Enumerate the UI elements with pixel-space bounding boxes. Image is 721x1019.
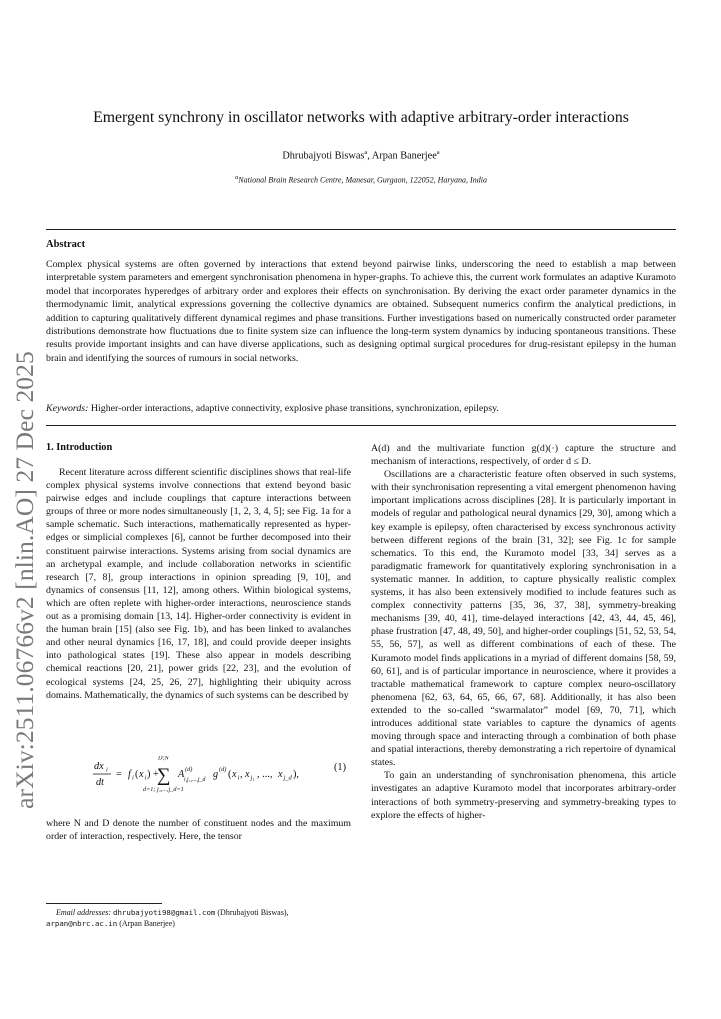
author-name: Arpan Banerjee (371, 150, 437, 162)
affiliation-mark: a (436, 149, 440, 156)
svg-text:i,j₁,...,j_d: i,j₁,...,j_d (184, 777, 206, 783)
author-separator: , (367, 150, 372, 162)
email-link[interactable]: arpan@nbrc.ac.in (46, 918, 118, 928)
affiliation (46, 174, 676, 185)
footnote-name: (Dhrubajyoti Biswas), (217, 908, 289, 917)
svg-text:dx: dx (94, 761, 104, 772)
section-heading: 1. Introduction (46, 442, 113, 453)
bottom-rule (46, 425, 676, 426)
objective-paragraph: To gain an understanding of synchronisation phenomena, this article investigates an adaptive Kuramoto model that incorporates arbitrary-order interactions of both symmetry-preserving and symmetry-breaking types to explore the effects of higher- (371, 770, 676, 821)
arxiv-stamp: arXiv:2511.06766v2 [nlin.AO] 27 Dec 2025 (10, 351, 39, 809)
abstract-text: Complex physical systems are often governed by interactions that extend beyond pairwise links, underscoring the need to establish a map between interpretable system parameters and emergent synchronisation phenomena in hyper-graphs. To achieve this, the current work formulates an adaptive Kuramoto model that incorporates hyperedges of arbitrary order and explores their effects on synchronisation. By deriving the exact order parameter dynamics in the thermodynamic limit, analytical expressions governing the collective dynamics are obtained. Subsequent numerics confirm the analytical predictions, in addition to capturing qualitatively different dynamical regimes and phase transitions. Further investigations based on numerically constructed order parameter distributions demonstrate how fluctuations due to finite system size can influence the long-term system dynamics by inducing spontaneous transitions. These results provide important insights and can have diverse applications, such as designing optimal surgical procedures for drug-resistant epilepsy in the human brain and identifying the sources of rumours in social networks. (46, 259, 676, 364)
svg-text:i: i (144, 774, 147, 782)
svg-text:(: ( (228, 769, 232, 780)
svg-text:i: i (106, 766, 108, 774)
keywords-label: Keywords: (46, 403, 89, 414)
svg-text:x: x (139, 769, 144, 780)
svg-text:(d): (d) (219, 766, 227, 773)
svg-text:f: f (128, 769, 131, 780)
svg-text:, ...,: , ..., (257, 769, 273, 780)
oscillations-paragraph: Oscillations are a characteristic feature often observed in such systems, with their synchronisation representing a vital emergent phenomenon having important implications across disciplines [28]. It is particularly important in models of regular and pathological neural dynamics [29, 30], among which a key example is epilepsy, often characterised by excess synchronous activity between different regions of the brain [31, 32]; see Fig. 1c for sample schematics. To this end, the Kuramoto model [33, 34] serves as a paradigmatic framework for quantitatively exploring synchronisation in a systematic manner. In addition, to capture physically realistic complex systems, it has also been extensively modified to include features such as complex connectivity patterns [35, 36, 37, 38], symmetry-breaking mechanisms [39, 40, 41], time-delayed interactions [42, 43, 44, 45, 46], phase frustration [47, 48, 49, 50], and higher-order couplings [51, 52, 53, 54, 55, 56, 57], as well as different combinations of each of these. The Kuramoto model finds applications in a myriad of different domains [58, 59, 60, 61], and is of particular importance in neuroscience, where it provides a tractable mathematical framework to capture complex neuro-oscillatory phenomena [62, 63, 64, 65, 66, 67, 68]. Additionally, it has also been extended to the so-called “swarmalator” model [69, 70, 71], which introduces additional state variables to capture the dynamics of agents moving through space and interacting through a combination of both phase and spatial interactions, thereby demonstrating a rich repertoire of dynamical states. (371, 469, 676, 769)
keywords-text: Higher-order interactions, adaptive connectivity, explosive phase transitions, synchronization, epilepsy. (90, 403, 499, 414)
svg-text:i: i (237, 774, 240, 782)
top-rule (46, 229, 676, 230)
abstract-heading: Abstract (46, 239, 86, 250)
paper-title: Emergent synchrony in oscillator networks with adaptive arbitrary-order interactions (93, 109, 629, 126)
svg-text:),: ), (293, 769, 300, 780)
author-name: Dhrubajyoti Biswas (282, 150, 365, 162)
svg-text:d=1; j₁,...,j_d=1: d=1; j₁,...,j_d=1 (143, 786, 184, 793)
affiliation-mark: a (235, 174, 239, 181)
intro-paragraph: Recent literature across different scientific disciplines shows that real-life complex physical systems involve connections that extend beyond basic pairwise edges and include couplings that capture interactions between groups of three or more nodes simultaneously [1, 2, 3, 4, 5]; see Fig. 1a for a sample schematic. Such interactions, mathematically represented as hyper-edges or simplicial complexes [6], cannot be further decomposed into their constituent pairwise interactions. Systems arising from social dynamics are an archetypal example, and include collaboration networks in scientific research [7, 8], group interactions in opinion spreading [9, 10], and dynamics of consensus [11, 12], among others. Within biological systems, which are often replete with higher-order interactions, neuroscience stands out as a promising domain [13, 14]. Higher-order connectivity is evident in the human brain [15] (also see Fig. 1b), and has been linked to avalanches and other neural dynamics [16, 17, 18], and could provide deeper insights into pathological states [19]. These also appear in models describing chemical reactions [20, 21], power grids [22, 23], and the evolution of ecological systems [24, 25, 26, 27], highlighting their ubiquity across domains. Mathematically, the dynamics of such systems can be described by (46, 467, 351, 701)
equation-number: (1) (334, 762, 347, 773)
author-list (46, 149, 676, 161)
svg-text:j_d: j_d (283, 774, 292, 782)
svg-text:x: x (232, 769, 237, 780)
continued-paragraph: A(d) and the multivariate function g(d)(·) capture the structure and mechanism of interactions, respectively, of order d ≤ D. (371, 443, 676, 468)
svg-text:dt: dt (96, 777, 105, 788)
svg-text:∑: ∑ (157, 765, 171, 786)
svg-text:x: x (245, 769, 250, 780)
keywords (46, 402, 676, 415)
email-link[interactable]: dhrubajyoti98@gmail.com (113, 908, 216, 917)
footnote-rule (46, 903, 162, 904)
affiliation-mark: a (364, 149, 368, 156)
post-equation-paragraph: where N and D denote the number of constituent nodes and the maximum order of interaction, respectively. Here, the tensor (46, 818, 351, 843)
svg-text:) +: ) + (147, 769, 159, 780)
equation-1 (92, 756, 350, 794)
svg-text:g: g (213, 769, 219, 780)
svg-text:D;N: D;N (158, 756, 169, 762)
left-column (46, 466, 351, 702)
right-column (371, 442, 676, 822)
left-column-continued (46, 817, 351, 843)
svg-text:j₁: j₁ (250, 774, 255, 782)
footnote (46, 908, 351, 930)
svg-text:=: = (116, 769, 122, 780)
footnote-name: (Arpan Banerjee) (119, 918, 175, 928)
svg-text:(: ( (135, 769, 139, 780)
svg-text:,: , (240, 769, 243, 780)
svg-text:x: x (278, 769, 283, 780)
affiliation-text: National Brain Research Centre, Manesar, Gurgaon, 122052, Haryana, India (238, 175, 487, 185)
svg-text:A: A (178, 769, 185, 780)
footnote-label: Email addresses: (56, 908, 112, 917)
svg-text:i: i (132, 774, 134, 782)
svg-text:(d): (d) (185, 766, 193, 773)
